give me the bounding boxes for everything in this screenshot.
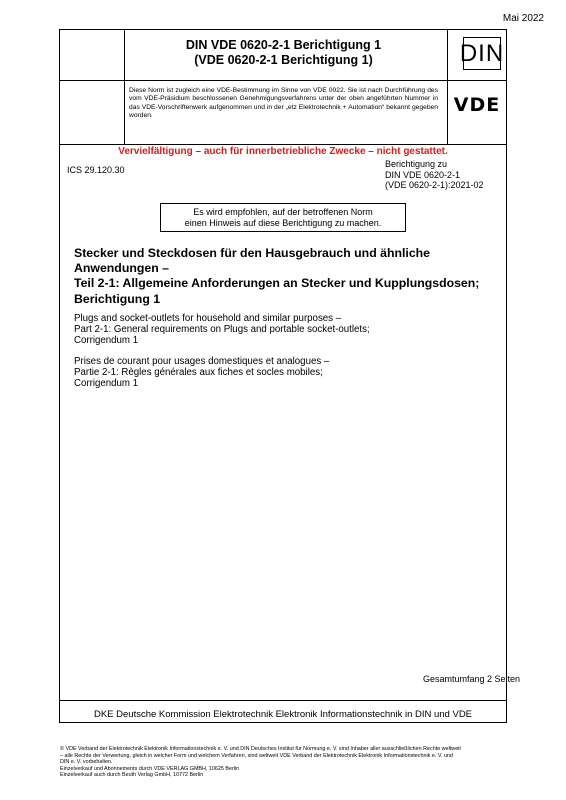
title-line-1: DIN VDE 0620-2-1 Berichtigung 1 — [185, 38, 382, 52]
german-title — [74, 246, 499, 307]
title-line-2: (VDE 0620-2-1 Berichtigung 1) — [194, 53, 373, 67]
footer-line: Einzelverkauf und Abonnements durch VDE VERLAG GMBH, 10625 Berlin — [60, 765, 240, 772]
footer-line: Einzelverkauf auch durch Beuth Verlag GmbH, 10772 Berlin — [60, 772, 204, 779]
vde-logo: VDE — [453, 94, 501, 116]
total-pages: Gesamtumfang 2 Seiten — [422, 674, 520, 684]
english-title — [74, 313, 499, 347]
header-divider-bottom — [60, 144, 506, 145]
correction-line-3: (VDE 0620-2-1):2021-02 — [385, 180, 484, 190]
footer-line: DIN e. V. vorbehalten. — [60, 759, 113, 766]
hint-line-1: Es wird empfohlen, auf der betroffenen Norm — [193, 207, 373, 217]
din-logo: DIN — [463, 37, 501, 70]
german-title-line: Stecker und Steckdosen für den Hausgebrauch und ähnliche — [74, 246, 431, 260]
english-title-line: Corrigendum 1 — [74, 335, 139, 347]
hint-line-2: einen Hinweis auf diese Berichtigung zu machen. — [184, 218, 382, 228]
legal-footer — [60, 746, 520, 779]
german-title-line: Anwendungen – — [74, 261, 169, 276]
header-divider-right — [447, 30, 448, 144]
english-title-line: Plugs and socket-outlets for household and similar purposes – — [74, 313, 342, 324]
copyright-warning: Vervielfältigung – auch für innerbetriebliche Zwecke – nicht gestattet. — [118, 146, 448, 157]
german-title-line: Berichtigung 1 — [74, 291, 161, 306]
vde-regulation-note: Diese Norm ist zugleich eine VDE-Bestimmung im Sinne von VDE 0022. Sie ist nach Durchführung des vom VDE-Präsidium beschlossenen Genehmigungsverfahrens unter der oben angeführten Nummer in das VDE-Vorschriftenwerk aufgenommen und in der „etz Elektrotechnik + Automation“ bekannt gegeben worden. — [129, 87, 438, 119]
french-title-line: Partie 2-1: Règles générales aux fiches et socles mobiles; — [74, 367, 323, 379]
ics-code: ICS 29.120.30 — [67, 165, 125, 175]
issue-date: Mai 2022 — [502, 13, 544, 24]
footer-divider — [60, 700, 506, 701]
german-title-line: Teil 2-1: Allgemeine Anforderungen an Stecker und Kupplungsdosen; — [74, 276, 480, 291]
correction-line-1: Berichtigung zu — [385, 159, 448, 169]
french-title-line: Corrigendum 1 — [74, 378, 139, 390]
header-divider-middle — [60, 80, 506, 81]
recommendation-box — [160, 203, 406, 232]
correction-line-2: DIN VDE 0620-2-1 — [385, 169, 461, 180]
footer-line: – alle Rechte der Verwertung, gleich in welcher Form und welchem Verfahren, sind weltweit VDE Verband der Elektrotechnik Elektronik Informationstechnik e. V. und — [60, 752, 453, 759]
correction-reference — [385, 159, 484, 191]
french-title — [74, 356, 499, 390]
document-title — [125, 38, 442, 68]
dke-commission: DKE Deutsche Kommission Elektrotechnik Elektronik Informationstechnik in DIN und VDE — [93, 709, 473, 720]
french-title-line: Prises de courant pour usages domestiques et analogues – — [74, 356, 330, 367]
footer-line: © VDE Verband der Elektrotechnik Elektronik Informationstechnik e. V. und DIN Deutsches Institut für Normung e. V. sind Inhaber aller ausschließlichen Rechte weltweit — [60, 746, 461, 752]
english-title-line: Part 2-1: General requirements on Plugs and portable socket-outlets; — [74, 324, 370, 336]
